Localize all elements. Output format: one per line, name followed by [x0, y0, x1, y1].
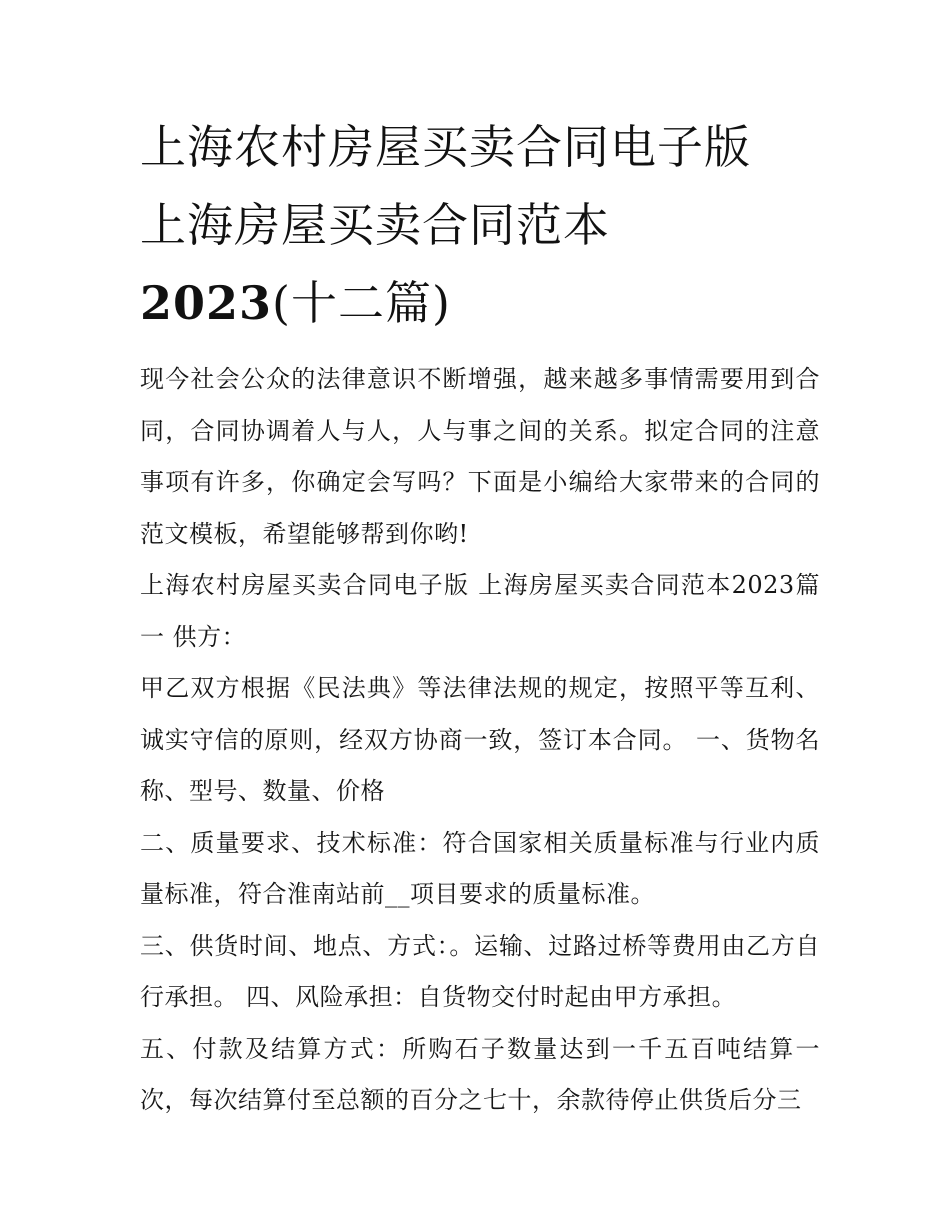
document-title-line-2: 上海房屋买卖合同范本 — [140, 198, 610, 252]
payment-paragraph: 五、付款及结算方式：所购石子数量达到一千五百吨结算一次，每次结算付至总额的百分之七十，余款待停止供货后分三 — [140, 1034, 820, 1114]
agreement-paragraph: 甲乙双方根据《民法典》等法律法规的规定，按照平等互利、诚实守信的原则，经双方协商一致，签订本合同。 一、货物名称、型号、数量、价格 — [140, 674, 820, 805]
document-title-suffix: (十二篇) — [272, 276, 451, 330]
section-heading-paragraph: 上海农村房屋买卖合同电子版 上海房屋买卖合同范本2023篇一 供方： — [140, 571, 820, 651]
intro-paragraph: 现今社会公众的法律意识不断增强，越来越多事情需要用到合同，合同协调着人与人，人与事之间的关系。拟定合同的注意事项有许多，你确定会写吗？下面是小编给大家带来的合同的范文模板，希望能够帮到你哟! — [140, 365, 820, 548]
document-title-year: 2023 — [140, 276, 273, 330]
quality-paragraph: 二、质量要求、技术标准：符合国家相关质量标准与行业内质量标准，符合淮南站前__项目要求的质量标准。 — [140, 828, 820, 908]
document-title-line-3 — [140, 264, 830, 342]
document-body — [140, 354, 820, 1127]
document-title-line-1: 上海农村房屋买卖合同电子版 — [140, 120, 751, 174]
delivery-paragraph: 三、供货时间、地点、方式：。运输、过路过桥等费用由乙方自行承担。 四、风险承担：自货物交付时起由甲方承担。 — [140, 931, 820, 1011]
